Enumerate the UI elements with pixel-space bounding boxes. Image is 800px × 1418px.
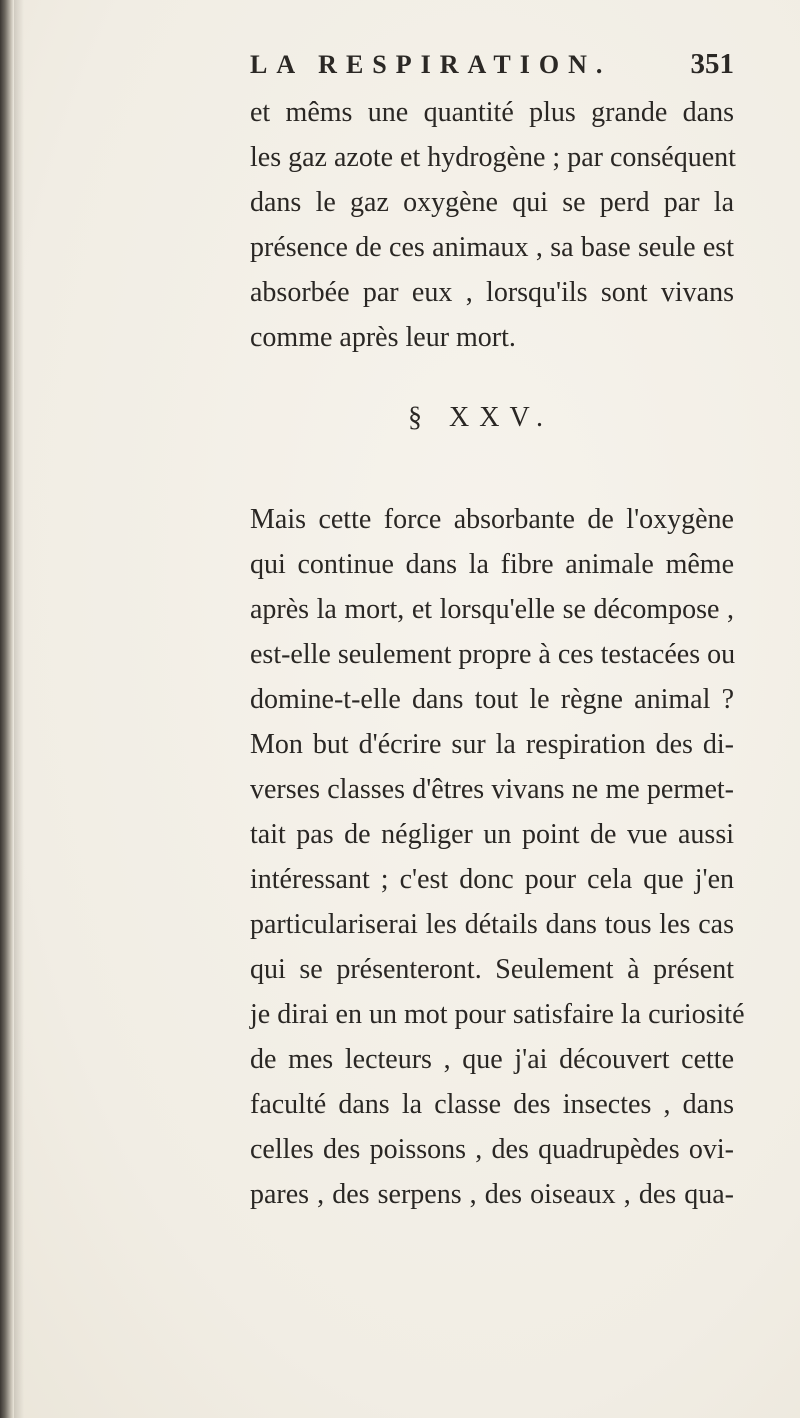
text-line: et mêms une quantité plus grande dans <box>250 97 734 128</box>
text-line: est-elle seulement propre à ces testacées ou <box>250 639 736 670</box>
text-line: les gaz azote et hydrogène ; par conséquent <box>250 142 736 173</box>
page-number: 351 <box>690 48 734 80</box>
text-line: tait pas de négliger un point de vue aussi <box>250 819 734 850</box>
page-binding-shadow <box>14 0 24 1418</box>
text-line: après la mort, et lorsqu'elle se décompose , <box>250 594 734 625</box>
text-line: je dirai en un mot pour satisfaire la curiosité <box>250 999 745 1030</box>
section-heading: § XXV. <box>408 402 554 433</box>
page-binding-edge <box>0 0 14 1418</box>
text-line: Mais cette force absorbante de l'oxygène <box>250 504 734 535</box>
text-line: particulariserai les détails dans tous les cas <box>250 909 734 940</box>
running-title: LA RESPIRATION. <box>250 50 612 79</box>
text-line: absorbée par eux , lorsqu'ils sont vivans <box>250 277 734 308</box>
text-line: qui se présenteront. Seulement à présent <box>250 954 734 985</box>
text-line: de mes lecteurs , que j'ai découvert cette <box>250 1044 734 1075</box>
text-line: présence de ces animaux , sa base seule est <box>250 232 734 263</box>
text-line: intéressant ; c'est donc pour cela que j'en <box>250 864 734 895</box>
text-line: verses classes d'êtres vivans ne me permet- <box>250 774 734 805</box>
text-line: domine-t-elle dans tout le règne animal ? <box>250 684 734 715</box>
text-line: faculté dans la classe des insectes , dans <box>250 1089 734 1120</box>
text-line: celles des poissons , des quadrupèdes ovi- <box>250 1134 734 1165</box>
text-line: Mon but d'écrire sur la respiration des di- <box>250 729 734 760</box>
text-line: dans le gaz oxygène qui se perd par la <box>250 187 734 218</box>
text-line: pares , des serpens , des oiseaux , des qua- <box>250 1179 734 1210</box>
running-head <box>250 50 734 90</box>
text-line: qui continue dans la fibre animale même <box>250 549 734 580</box>
text-line: comme après leur mort. <box>250 322 516 353</box>
